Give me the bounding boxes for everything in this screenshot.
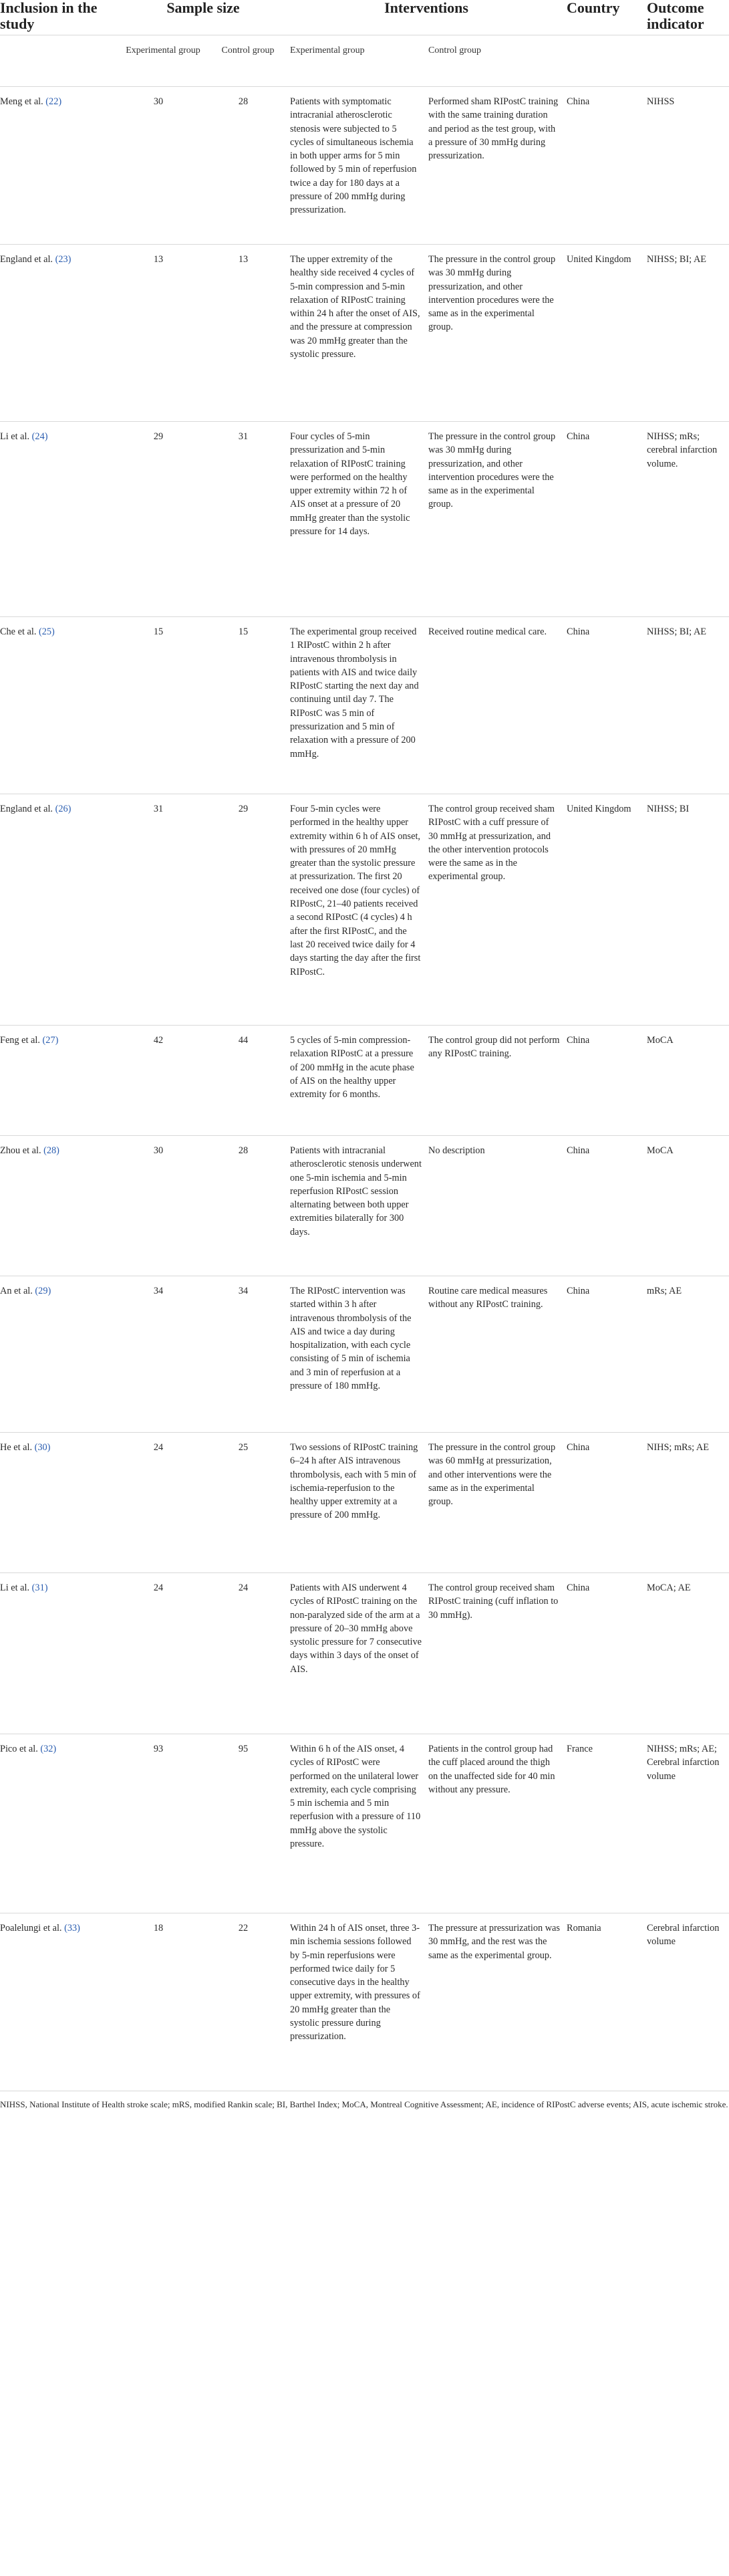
control-n: 15 bbox=[210, 617, 290, 794]
experimental-n: 24 bbox=[120, 1433, 210, 1573]
reference-link[interactable]: (26) bbox=[55, 804, 71, 814]
control-intervention: Performed sham RIPostC training with the same training duration and period as the test group, with a pressure of 30 mmHg during pressurization. bbox=[428, 87, 567, 245]
control-intervention: The pressure in the control group was 30 mmHg during pressurization, and other intervention procedures were the same as in the experimental group. bbox=[428, 245, 567, 422]
experimental-intervention: 5 cycles of 5-min compression-relaxation RIPostC at a pressure of 200 mmHg in the acute phase of AIS on the healthy upper extremity for 6 months. bbox=[290, 1026, 428, 1136]
reference-link[interactable]: (31) bbox=[31, 1583, 48, 1593]
table-footnote: NIHSS, National Institute of Health stroke scale; mRS, modified Rankin scale; BI, Barthel Index; MoCA, Montreal Cognitive Assessment; AE, incidence of RIPostC adverse events; AIS, acute ischemic stroke. bbox=[0, 2099, 728, 2109]
control-n: 29 bbox=[210, 794, 290, 1026]
control-intervention: No description bbox=[428, 1136, 567, 1276]
study-author: Li et al. bbox=[0, 1583, 30, 1593]
experimental-intervention: The experimental group received 1 RIPostC within 2 h after intravenous thrombolysis in patients with AIS and twice daily RIPostC starting the next day and continuing until day 7. The RIPostC was 5 min of pressurization and 5 min of relaxation with a pressure of 200 mmHg. bbox=[290, 617, 428, 794]
outcome-indicator: NIHSS; BI bbox=[647, 794, 729, 1026]
study-cell bbox=[0, 617, 120, 794]
study-cell bbox=[0, 1573, 120, 1734]
country: China bbox=[567, 1276, 647, 1433]
outcome-indicator: MoCA bbox=[647, 1136, 729, 1276]
experimental-n: 34 bbox=[120, 1276, 210, 1433]
experimental-intervention: Patients with symptomatic intracranial atherosclerotic stenosis were subjected to 5 cycles of simultaneous ischemia in both upper arms for 5 min followed by 5 min of reperfusion twice a day for 180 days at a pressure of 200 mmHg during pressurization. bbox=[290, 87, 428, 245]
control-n: 25 bbox=[210, 1433, 290, 1573]
experimental-intervention: Four 5-min cycles were performed in the healthy upper extremity within 6 h of AIS onset, with pressures of 20 mmHg greater than the systolic pressure at pressurization. The first 20 received one dose (four cycles) of RIPostC, 21–40 patients received a second RIPostC (4 cycles) 4 h after the first RIPostC, and the last 20 received twice daily for 4 days starting the day after the first RIPostC. bbox=[290, 794, 428, 1026]
control-intervention: The pressure in the control group was 30 mmHg during pressurization, and other intervention procedures were the same as in the experimental group. bbox=[428, 422, 567, 617]
header-interventions: Interventions bbox=[290, 0, 567, 35]
study-cell bbox=[0, 1913, 120, 2091]
reference-link[interactable]: (33) bbox=[64, 1923, 80, 1934]
control-intervention: The pressure at pressurization was 30 mmHg, and the rest was the same as the experimental group. bbox=[428, 1913, 567, 2091]
header-country: Country bbox=[567, 0, 647, 35]
subheader-empty bbox=[647, 35, 729, 87]
study-cell bbox=[0, 422, 120, 617]
control-intervention: Routine care medical measures without any RIPostC training. bbox=[428, 1276, 567, 1433]
study-author: Che et al. bbox=[0, 626, 37, 637]
country: France bbox=[567, 1734, 647, 1913]
subheader-int-exp: Experimental group bbox=[290, 35, 428, 87]
outcome-indicator: NIHSS; BI; AE bbox=[647, 245, 729, 422]
reference-link[interactable]: (24) bbox=[31, 431, 48, 442]
outcome-indicator: mRs; AE bbox=[647, 1276, 729, 1433]
outcome-indicator: Cerebral infarction volume bbox=[647, 1913, 729, 2091]
study-cell bbox=[0, 1136, 120, 1276]
outcome-indicator: NIHS; mRs; AE bbox=[647, 1433, 729, 1573]
control-intervention: Received routine medical care. bbox=[428, 617, 567, 794]
control-intervention: The control group did not perform any RIPostC training. bbox=[428, 1026, 567, 1136]
table-row bbox=[0, 1433, 729, 1573]
header-row bbox=[0, 0, 729, 35]
study-author: Feng et al. bbox=[0, 1035, 40, 1046]
subheader-int-ctrl: Control group bbox=[428, 35, 567, 87]
control-intervention: The pressure in the control group was 60 mmHg at pressurization, and other interventions were the same as in the experimental group. bbox=[428, 1433, 567, 1573]
table-row bbox=[0, 1913, 729, 2091]
experimental-intervention: The upper extremity of the healthy side received 4 cycles of 5-min compression and 5-min relaxation of RIPostC training within 24 h after the onset of AIS, and the pressure at compression was 20 mmHg greater than the systolic pressure. bbox=[290, 245, 428, 422]
experimental-intervention: Within 24 h of AIS onset, three 3-min ischemia sessions followed by 5-min reperfusions were performed twice daily for 5 consecutive days in the healthy upper extremity, with pressures of 20 mmHg greater than the systolic pressure during pressurization. bbox=[290, 1913, 428, 2091]
experimental-n: 93 bbox=[120, 1734, 210, 1913]
study-author: England et al. bbox=[0, 804, 53, 814]
experimental-n: 42 bbox=[120, 1026, 210, 1136]
table-row bbox=[0, 1734, 729, 1913]
experimental-n: 24 bbox=[120, 1573, 210, 1734]
outcome-indicator: NIHSS bbox=[647, 87, 729, 245]
experimental-n: 30 bbox=[120, 1136, 210, 1276]
table-row bbox=[0, 794, 729, 1026]
experimental-intervention: Four cycles of 5-min pressurization and 5-min relaxation of RIPostC training were performed on the healthy upper extremity within 72 h of AIS onset at a pressure of 20 mmHg greater than the systolic pressure for 14 days. bbox=[290, 422, 428, 617]
experimental-n: 30 bbox=[120, 87, 210, 245]
country: China bbox=[567, 617, 647, 794]
control-n: 31 bbox=[210, 422, 290, 617]
table-row bbox=[0, 1026, 729, 1136]
control-n: 24 bbox=[210, 1573, 290, 1734]
reference-link[interactable]: (27) bbox=[42, 1035, 59, 1046]
outcome-indicator: NIHSS; mRs; cerebral infarction volume. bbox=[647, 422, 729, 617]
control-n: 22 bbox=[210, 1913, 290, 2091]
experimental-n: 18 bbox=[120, 1913, 210, 2091]
experimental-intervention: Within 6 h of the AIS onset, 4 cycles of RIPostC were performed on the unilateral lower extremity, each cycle comprising 5 min ischemia and 5 min reperfusion with a pressure of 110 mmHg above the systolic pressure. bbox=[290, 1734, 428, 1913]
experimental-n: 29 bbox=[120, 422, 210, 617]
table-row bbox=[0, 87, 729, 245]
country: China bbox=[567, 1433, 647, 1573]
country: China bbox=[567, 422, 647, 617]
header-outcome: Outcome indicator bbox=[647, 0, 729, 35]
table-row bbox=[0, 617, 729, 794]
study-cell bbox=[0, 1433, 120, 1573]
country: China bbox=[567, 87, 647, 245]
control-n: 28 bbox=[210, 1136, 290, 1276]
control-intervention: The control group received sham RIPostC with a cuff pressure of 30 mmHg at pressurization, and the other intervention protocols were the same as in the experimental group. bbox=[428, 794, 567, 1026]
reference-link[interactable]: (30) bbox=[34, 1442, 51, 1453]
study-author: Pico et al. bbox=[0, 1744, 38, 1754]
country: China bbox=[567, 1573, 647, 1734]
table-row bbox=[0, 245, 729, 422]
study-author: Poalelungi et al. bbox=[0, 1923, 62, 1934]
reference-link[interactable]: (29) bbox=[35, 1286, 51, 1296]
study-author: Zhou et al. bbox=[0, 1145, 41, 1156]
control-intervention: Patients in the control group had the cuff placed around the thigh on the unaffected side for 40 min without any pressure. bbox=[428, 1734, 567, 1913]
country: Romania bbox=[567, 1913, 647, 2091]
country: United Kingdom bbox=[567, 245, 647, 422]
study-cell bbox=[0, 1276, 120, 1433]
study-cell bbox=[0, 1734, 120, 1913]
subheader-empty bbox=[567, 35, 647, 87]
study-cell bbox=[0, 245, 120, 422]
experimental-intervention: Patients with intracranial atherosclerotic stenosis underwent one 5-min ischemia and 5-min reperfusion RIPostC session alternating between both upper extremities bilaterally for 300 days. bbox=[290, 1136, 428, 1276]
country: United Kingdom bbox=[567, 794, 647, 1026]
study-cell bbox=[0, 794, 120, 1026]
study-author: An et al. bbox=[0, 1286, 33, 1296]
subheader-empty bbox=[0, 35, 120, 87]
control-n: 44 bbox=[210, 1026, 290, 1136]
study-author: Meng et al. bbox=[0, 96, 43, 107]
outcome-indicator: MoCA bbox=[647, 1026, 729, 1136]
outcome-indicator: NIHSS; mRs; AE; Cerebral infarction volume bbox=[647, 1734, 729, 1913]
control-n: 28 bbox=[210, 87, 290, 245]
experimental-intervention: Two sessions of RIPostC training 6–24 h after AIS intravenous thrombolysis, each with 5 min of ischemia-reperfusion to the healthy upper extremity at a pressure of 200 mmHg. bbox=[290, 1433, 428, 1573]
table-body bbox=[0, 87, 729, 2091]
control-n: 95 bbox=[210, 1734, 290, 1913]
table-row bbox=[0, 422, 729, 617]
outcome-indicator: NIHSS; BI; AE bbox=[647, 617, 729, 794]
outcome-indicator: MoCA; AE bbox=[647, 1573, 729, 1734]
reference-link[interactable]: (32) bbox=[40, 1744, 57, 1754]
header-study: Inclusion in the study bbox=[0, 0, 120, 35]
table-row bbox=[0, 1136, 729, 1276]
control-intervention: The control group received sham RIPostC training (cuff inflation to 30 mmHg). bbox=[428, 1573, 567, 1734]
table-row bbox=[0, 1276, 729, 1433]
reference-link[interactable]: (25) bbox=[38, 626, 55, 637]
control-n: 34 bbox=[210, 1276, 290, 1433]
study-author: England et al. bbox=[0, 254, 53, 265]
table-row bbox=[0, 1573, 729, 1734]
header-sample-size: Sample size bbox=[120, 0, 290, 35]
experimental-intervention: The RIPostC intervention was started within 3 h after intravenous thrombolysis of the AIS and twice a day during hospitalization, with each cycle consisting of 5 min of ischemia and 3 min of reperfusion at a pressure of 180 mmHg. bbox=[290, 1276, 428, 1433]
control-n: 13 bbox=[210, 245, 290, 422]
study-author: He et al. bbox=[0, 1442, 33, 1453]
subheader-ctrl-n: Control group bbox=[210, 35, 290, 87]
reference-link[interactable]: (28) bbox=[43, 1145, 59, 1156]
experimental-n: 13 bbox=[120, 245, 210, 422]
study-cell bbox=[0, 87, 120, 245]
study-cell bbox=[0, 1026, 120, 1136]
reference-link[interactable]: (23) bbox=[55, 254, 71, 265]
study-author: Li et al. bbox=[0, 431, 30, 442]
subheader-row bbox=[0, 35, 729, 87]
experimental-n: 15 bbox=[120, 617, 210, 794]
country: China bbox=[567, 1136, 647, 1276]
country: China bbox=[567, 1026, 647, 1136]
experimental-intervention: Patients with AIS underwent 4 cycles of RIPostC training on the non-paralyzed side of the arm at a pressure of 20–30 mmHg above systolic pressure for 7 consecutive days within 3 days of the onset of AIS. bbox=[290, 1573, 428, 1734]
subheader-exp-n: Experimental group bbox=[120, 35, 210, 87]
experimental-n: 31 bbox=[120, 794, 210, 1026]
reference-link[interactable]: (22) bbox=[45, 96, 62, 107]
